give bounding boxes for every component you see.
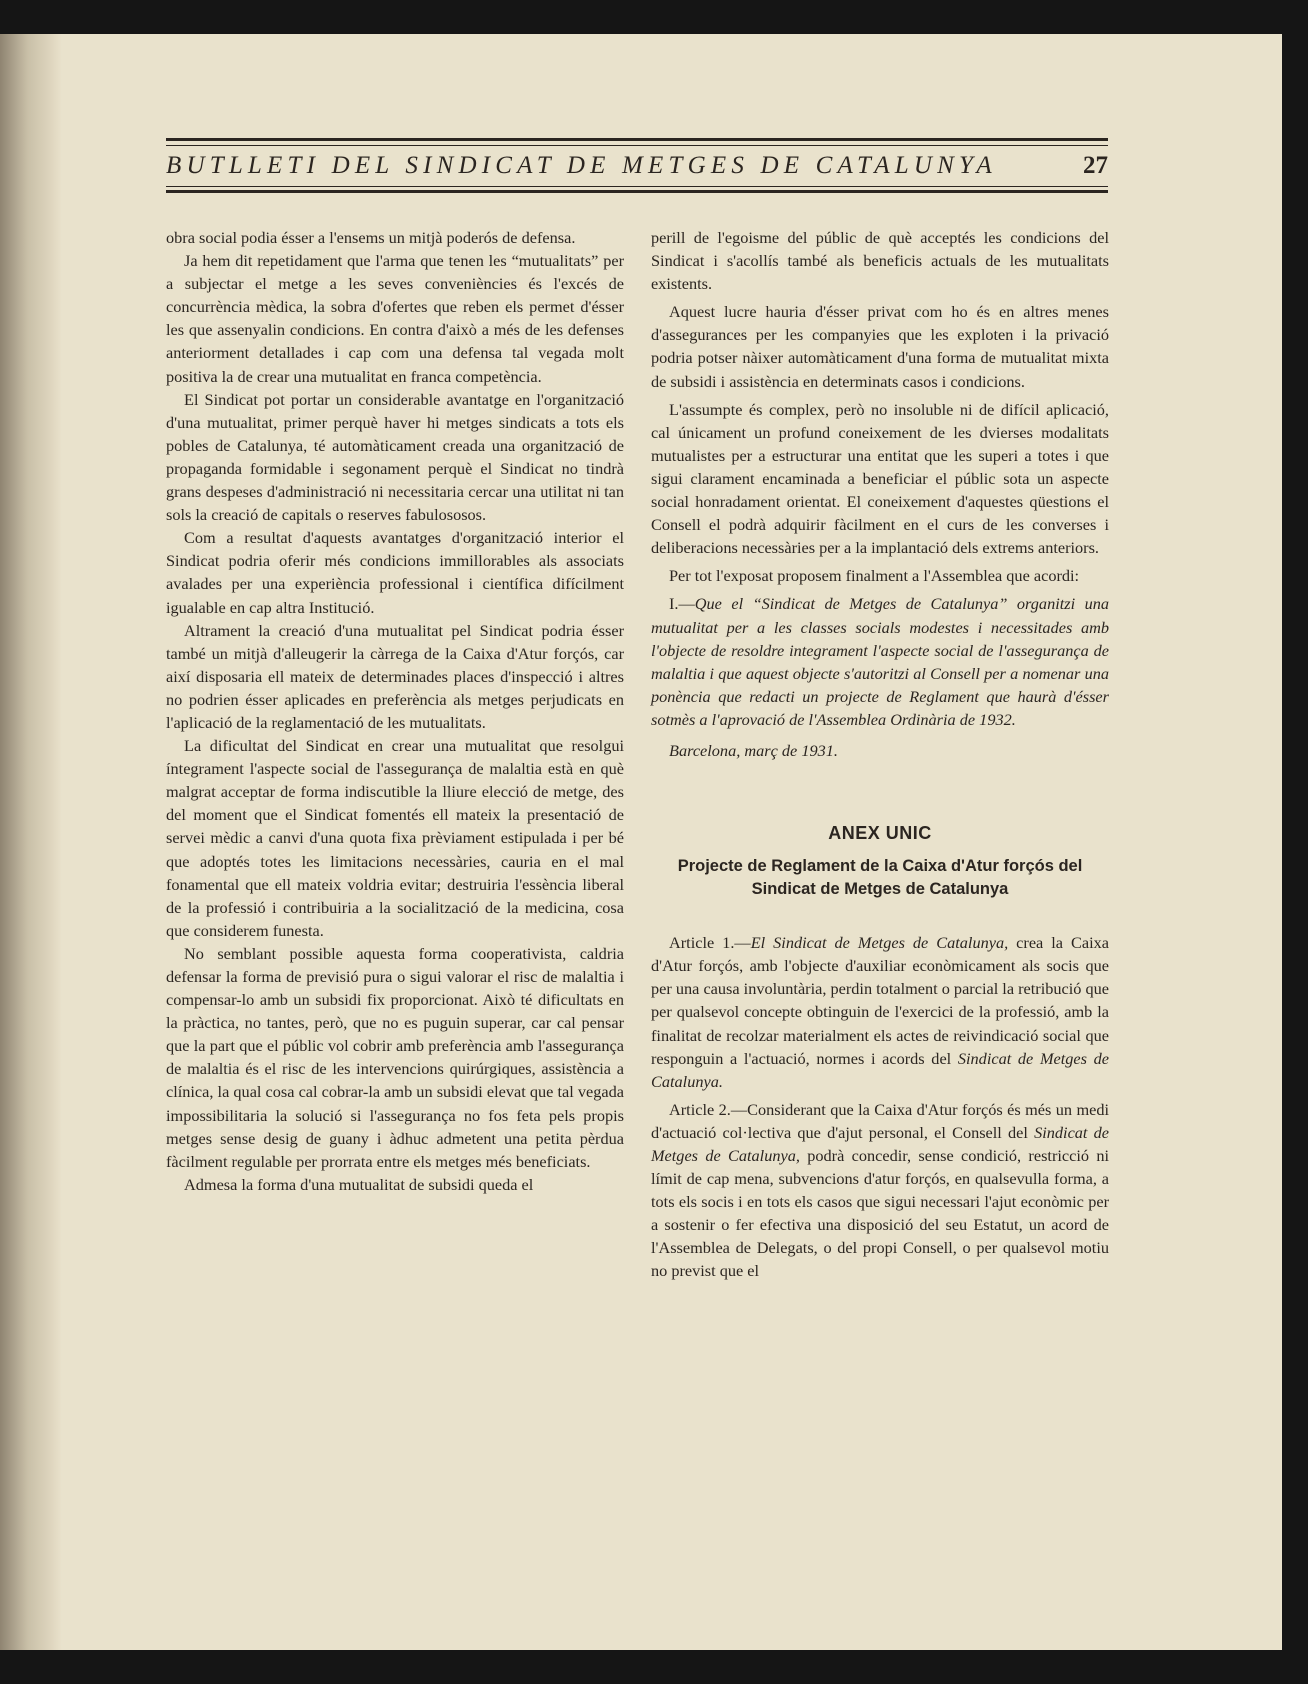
paragraph: obra social podia ésser a l'ensems un mitjà poderós de defensa. xyxy=(166,228,576,247)
paragraph: Admesa la forma d'una mutualitat de subsidi queda el xyxy=(184,1174,534,1194)
left-column xyxy=(166,226,624,1196)
binding-gutter xyxy=(0,34,62,1650)
article-2-lead: Article 2.—Considerant que la Caixa d'Atur forçós és més un medi d'actuació col·lectiva que d'ajut personal, el Consell del xyxy=(651,1099,1109,1142)
paragraph: Ja hem dit repetidament que l'arma que tenen les “mutualitats” per a subjectar el metge a les seves conveniències és l'excés de concurrència mèdica, la sobra d'ofertes que reben els permet d'ésser les que assenyalin condicions. En contra d'això a més de les defenses anteriorment detallades i cap com una defensa tal vegada molt positiva la de crear una mutualitat en franca competència. xyxy=(166,251,624,386)
paragraph: Aquest lucre hauria d'ésser privat com ho és en altres menes d'assegurances per les companyies que les exploten i la privació podria potser nàixer automàticament d'una forma de mutualitat mixta de subsidi i assistència en determinats casos i condicions. xyxy=(651,302,1109,391)
article-1-italic: El Sindicat de Metges de Catalunya, xyxy=(750,933,1009,953)
article-2-italic: Sindicat de Metges de Catalunya, xyxy=(651,1122,1110,1165)
article-1-lead: Article 1.— xyxy=(669,933,751,953)
paragraph: La dificultat del Sindicat en crear una mutualitat que resolgui íntegrament l'aspecte social de l'assegurança de malaltia està en què malgrat acceptar de forma indiscutible la lliure elecció de metge, des del moment que el Sindicat fomentés ell mateix la presentació de servei mèdic a canvi d'una quota fixa prèviament estipulada i per bé que adoptés totes les limitacions necessàries, cauria en el mal fonamental que ell mateix voldria evitar; destruiria l'essència liberal de la professió i contribuiria a la socialització de la medicina, cosa que considerem funesta. xyxy=(166,736,624,940)
dateline: Barcelona, març de 1931. xyxy=(669,740,838,760)
article-1-italic-end: Sindicat de Metges de Catalunya. xyxy=(651,1048,1109,1091)
header-rule-top xyxy=(166,138,1108,141)
resolution-paragraph xyxy=(651,592,1109,731)
article-1-text: crea la Caixa d'Atur forçós, amb l'objecte d'auxiliar econòmicament als socis que per una causa involuntària, perdin totalment o parcial la retribució que per qualsevol concepte obtinguin de l'exercici de la professió, amb la finalitat de recolzar materialment els actes de reivindicació social que responguin a l'actuació, normes i acords del xyxy=(651,933,1110,1068)
resolution-lead: I.— xyxy=(669,594,695,614)
article-2 xyxy=(651,1098,1109,1283)
header-rule-bottom-thin xyxy=(166,186,1108,187)
journal-title: BUTLLETI DEL SINDICAT DE METGES DE CATALUNYA xyxy=(166,152,997,179)
running-header xyxy=(166,152,1108,182)
page-number: 27 xyxy=(1083,152,1108,179)
paragraph: No semblant possible aquesta forma cooperativista, caldria defensar la forma de previsió pura o sigui valorar el risc de malaltia i compensar-lo amb un subsidi fix proporcionat. Això té dificultats en la pràctica, no tantes, però, que no es puguin superar, car cal pensar que la part que el públic vol cobrir amb preferència amb l'assegurança de malaltia és el risc de les intervencions quirúrgiques, assistència a clínica, la qual cosa cal cobrar-la amb un subsidi elevat que tal vegada impossibilitaria la solució si l'assegurança no fos feta pels propis metges sense desig de guany i àdhuc admetent una petita pèrdua fàcilment regulable per prorrata entre els metges més beneficiats. xyxy=(166,943,624,1171)
paragraph: Com a resultat d'aquests avantatges d'organització interior el Sindicat podria oferir més condicions immillorables als associats avalades per una experiència professional i científica difícilment igualable en cap altra Institució. xyxy=(166,528,624,617)
annex-title: ANEX UNIC xyxy=(828,823,932,844)
paragraph: Per tot l'exposat proposem finalment a l'Assemblea que acordi: xyxy=(669,566,1080,586)
header-rule-bottom xyxy=(166,190,1108,193)
resolution-text: Que el “Sindicat de Metges de Catalunya” organitzi una mutualitat per a les classes socials modestes i necessitades amb l'objecte de resoldre integrament l'aspecte social de l'assegurança de malaltia i que aquest objecte s'autoritzi al Consell per a nomenar una ponència que redacti un projecte de Reglament que haurà d'ésser sotmès a l'aprovació de l'Assemblea Ordinària de 1932. xyxy=(651,594,1109,729)
paragraph: L'assumpte és complex, però no insoluble ni de difícil aplicació, cal únicament un profund coneixement de les dvierses modalitats mutualistes per a estructurar una entitat que les superi a totes i que sigui clarament encaminada a beneficiar el públic sota un aspecte social honradament orientat. El coneixement d'aquestes qüestions el Consell el podrà adquirir fàcilment en el curs de les converses i deliberacions necessàries per a la implantació dels extrems anteriors. xyxy=(651,399,1109,558)
annex-subtitle: Projecte de Reglament de la Caixa d'Atur forçós del Sindicat de Metges de Catalunya xyxy=(677,857,1083,899)
article-1 xyxy=(651,931,1109,1093)
right-column xyxy=(651,226,1109,1283)
header-rule-top-thin xyxy=(166,145,1108,146)
article-2-text: podrà concedir, sense condició, restricció ni límit de cap mena, subvencions d'atur forçós, en qualsevulla forma, a tots els socis i en tots els casos que sigui necessari l'ajut econòmic per a sostenir o fer efectiva una disposició del seu Estatut, un acord de l'Assemblea de Delegats, o del propi Consell, o per qualsevol motiu no previst que el xyxy=(651,1146,1109,1281)
paragraph: perill de l'egoisme del públic de què acceptés les condicions del Sindicat i s'acollís també als beneficis actuals de les mutualitats existents. xyxy=(651,228,1109,294)
paragraph: El Sindicat pot portar un considerable avantatge en l'organització d'una mutualitat, primer perquè haver hi metges sindicats a tots els pobles de Catalunya, té automàticament creada una organització de propaganda formidable i segonament perquè el Sindicat no tindrà grans despeses d'administració ni necessitaria cercar una utilitat ni tan sols la creació de capitals o reserves fabulososos. xyxy=(166,389,624,525)
paragraph: Altrament la creació d'una mutualitat pel Sindicat podria ésser també un mitjà d'alleugerir la càrrega de la Caixa d'Atur forçós, car així disposaria ell mateix de determinades places d'inspecció i altres no podrien ésser aplicades en preferència als metges perjudicats en l'aplicació de la reglamentació de les mutualitats. xyxy=(166,620,624,732)
